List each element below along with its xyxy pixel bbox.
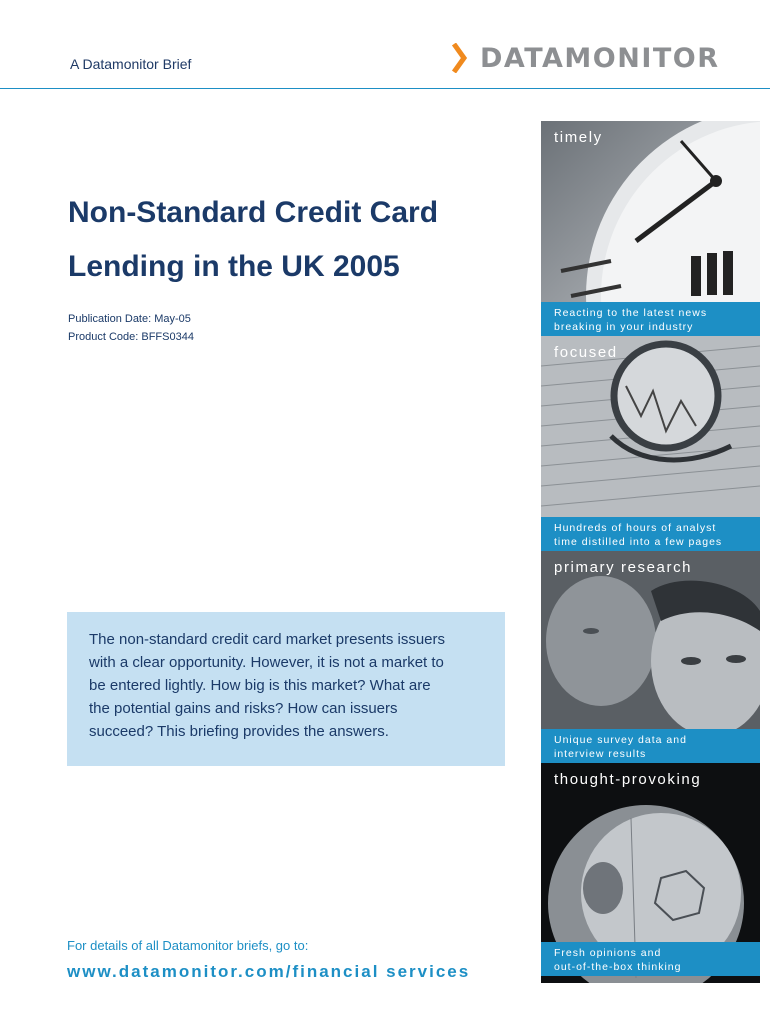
panel-caption bbox=[541, 729, 760, 763]
feature-strip bbox=[541, 121, 760, 983]
caption-line: out-of-the-box thinking bbox=[554, 961, 682, 973]
summary-line: The non-standard credit card market presents issuers bbox=[89, 631, 445, 648]
summary-line: with a clear opportunity. However, it is not a market to bbox=[89, 654, 444, 671]
header-rule bbox=[0, 88, 770, 89]
summary-line: succeed? This briefing provides the answers. bbox=[89, 723, 389, 740]
caption-line: breaking in your industry bbox=[554, 321, 694, 333]
magnifier-image bbox=[541, 336, 760, 517]
caption-line: Fresh opinions and bbox=[554, 947, 662, 959]
summary-line: be entered lightly. How big is this market? What are bbox=[89, 677, 431, 694]
caption-line: Unique survey data and bbox=[554, 734, 687, 746]
panel-primary-research bbox=[541, 551, 760, 731]
report-title bbox=[68, 186, 538, 294]
logo-wordmark: DATAMONITOR bbox=[480, 42, 720, 74]
panel-heading: thought-provoking bbox=[554, 771, 702, 788]
summary-text bbox=[89, 628, 487, 743]
faces-image bbox=[541, 551, 760, 731]
footer-note: For details of all Datamonitor briefs, go to: bbox=[67, 938, 309, 953]
panel-caption bbox=[541, 302, 760, 336]
panel-heading: focused bbox=[554, 344, 618, 361]
summary-line: the potential gains and risks? How can issuers bbox=[89, 700, 398, 717]
logo-chevron-icon bbox=[452, 43, 474, 73]
product-code: Product Code: BFFS0344 bbox=[68, 331, 194, 343]
panel-caption bbox=[541, 942, 760, 976]
title-line-2: Lending in the UK 2005 bbox=[68, 250, 400, 283]
panel-heading: timely bbox=[554, 129, 603, 146]
publication-date: Publication Date: May-05 bbox=[68, 313, 191, 325]
caption-line: time distilled into a few pages bbox=[554, 536, 723, 548]
caption-line: interview results bbox=[554, 748, 647, 760]
title-line-1: Non-Standard Credit Card bbox=[68, 196, 439, 229]
panel-focused bbox=[541, 336, 760, 517]
panel-caption bbox=[541, 517, 760, 551]
panel-heading: primary research bbox=[554, 559, 693, 576]
footer-url-link[interactable]: www.datamonitor.com/financial services bbox=[67, 962, 471, 981]
datamonitor-logo bbox=[452, 38, 720, 78]
caption-line: Reacting to the latest news bbox=[554, 307, 708, 319]
caption-line: Hundreds of hours of analyst bbox=[554, 522, 717, 534]
summary-box bbox=[67, 612, 505, 766]
brief-label: A Datamonitor Brief bbox=[70, 56, 192, 72]
